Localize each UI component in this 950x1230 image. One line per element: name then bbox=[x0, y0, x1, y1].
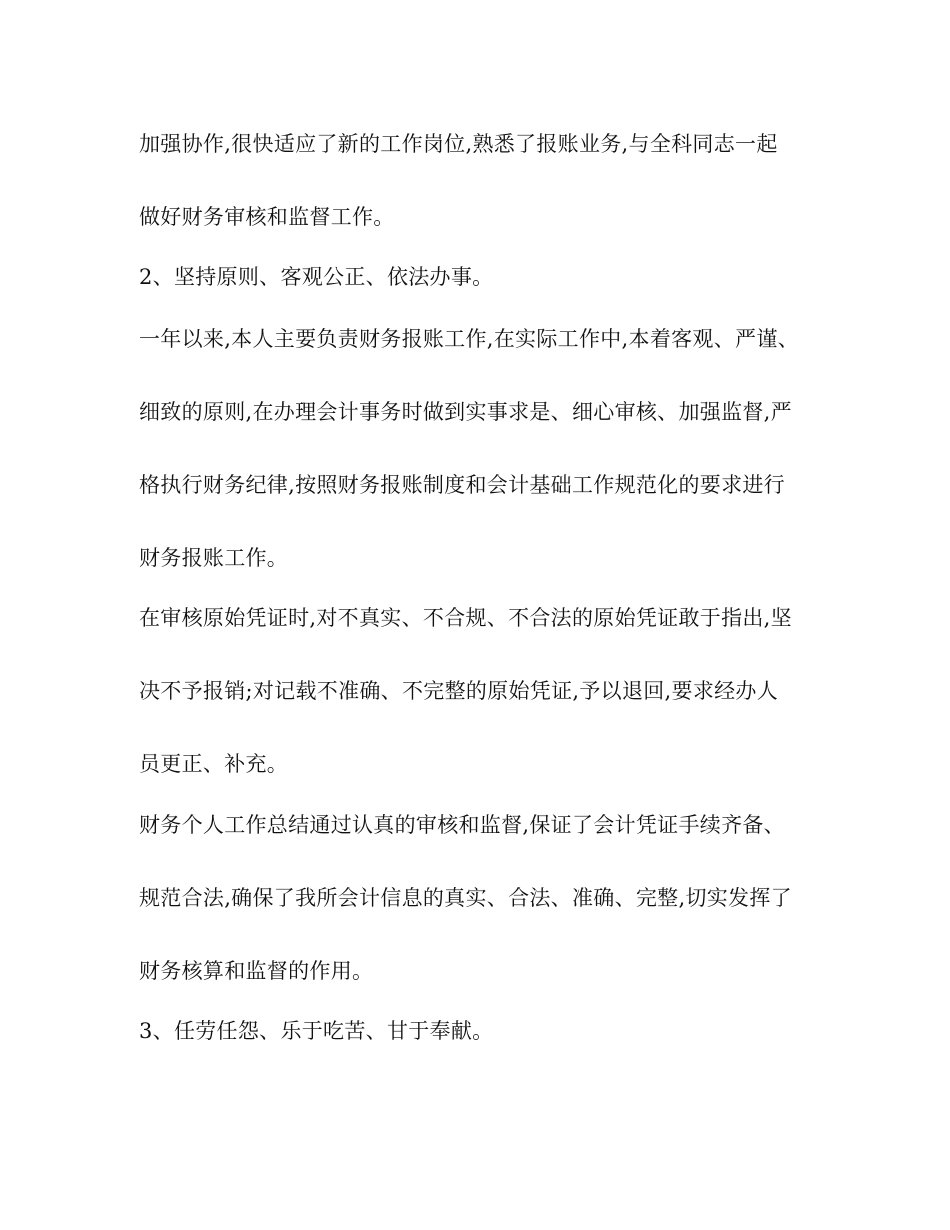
section-heading: 3、任劳任怨、乐于吃苦、甘于奉献。 bbox=[139, 1019, 494, 1043]
paragraph-line: 财务个人工作总结通过认真的审核和监督,保证了会计凭证手续齐备、 bbox=[139, 813, 785, 837]
paragraph-line: 决不予报销;对记载不准确、不完整的原始凭证,予以退回,要求经办人 bbox=[139, 679, 779, 703]
paragraph-line: 加强协作,很快适应了新的工作岗位,熟悉了报账业务,与全科同志一起 bbox=[139, 132, 778, 156]
section-heading: 2、坚持原则、客观公正、依法办事。 bbox=[139, 265, 494, 289]
paragraph-line: 员更正、补充。 bbox=[139, 752, 289, 776]
paragraph-line: 财务报账工作。 bbox=[139, 546, 289, 570]
paragraph-line: 规范合法,确保了我所会计信息的真实、合法、准确、完整,切实发挥了 bbox=[139, 886, 792, 910]
paragraph-line: 财务核算和监督的作用。 bbox=[139, 959, 374, 983]
paragraph-line: 细致的原则,在办理会计事务时做到实事求是、细心审核、加强监督,严 bbox=[139, 400, 792, 424]
paragraph-line: 格执行财务纪律,按照财务报账制度和会计基础工作规范化的要求进行 bbox=[139, 473, 785, 497]
paragraph-line: 做好财务审核和监督工作。 bbox=[139, 205, 395, 229]
paragraph-line: 一年以来,本人主要负责财务报账工作,在实际工作中,本着客观、严谨、 bbox=[139, 327, 799, 351]
paragraph-line: 在审核原始凭证时,对不真实、不合规、不合法的原始凭证敢于指出,坚 bbox=[139, 606, 792, 630]
